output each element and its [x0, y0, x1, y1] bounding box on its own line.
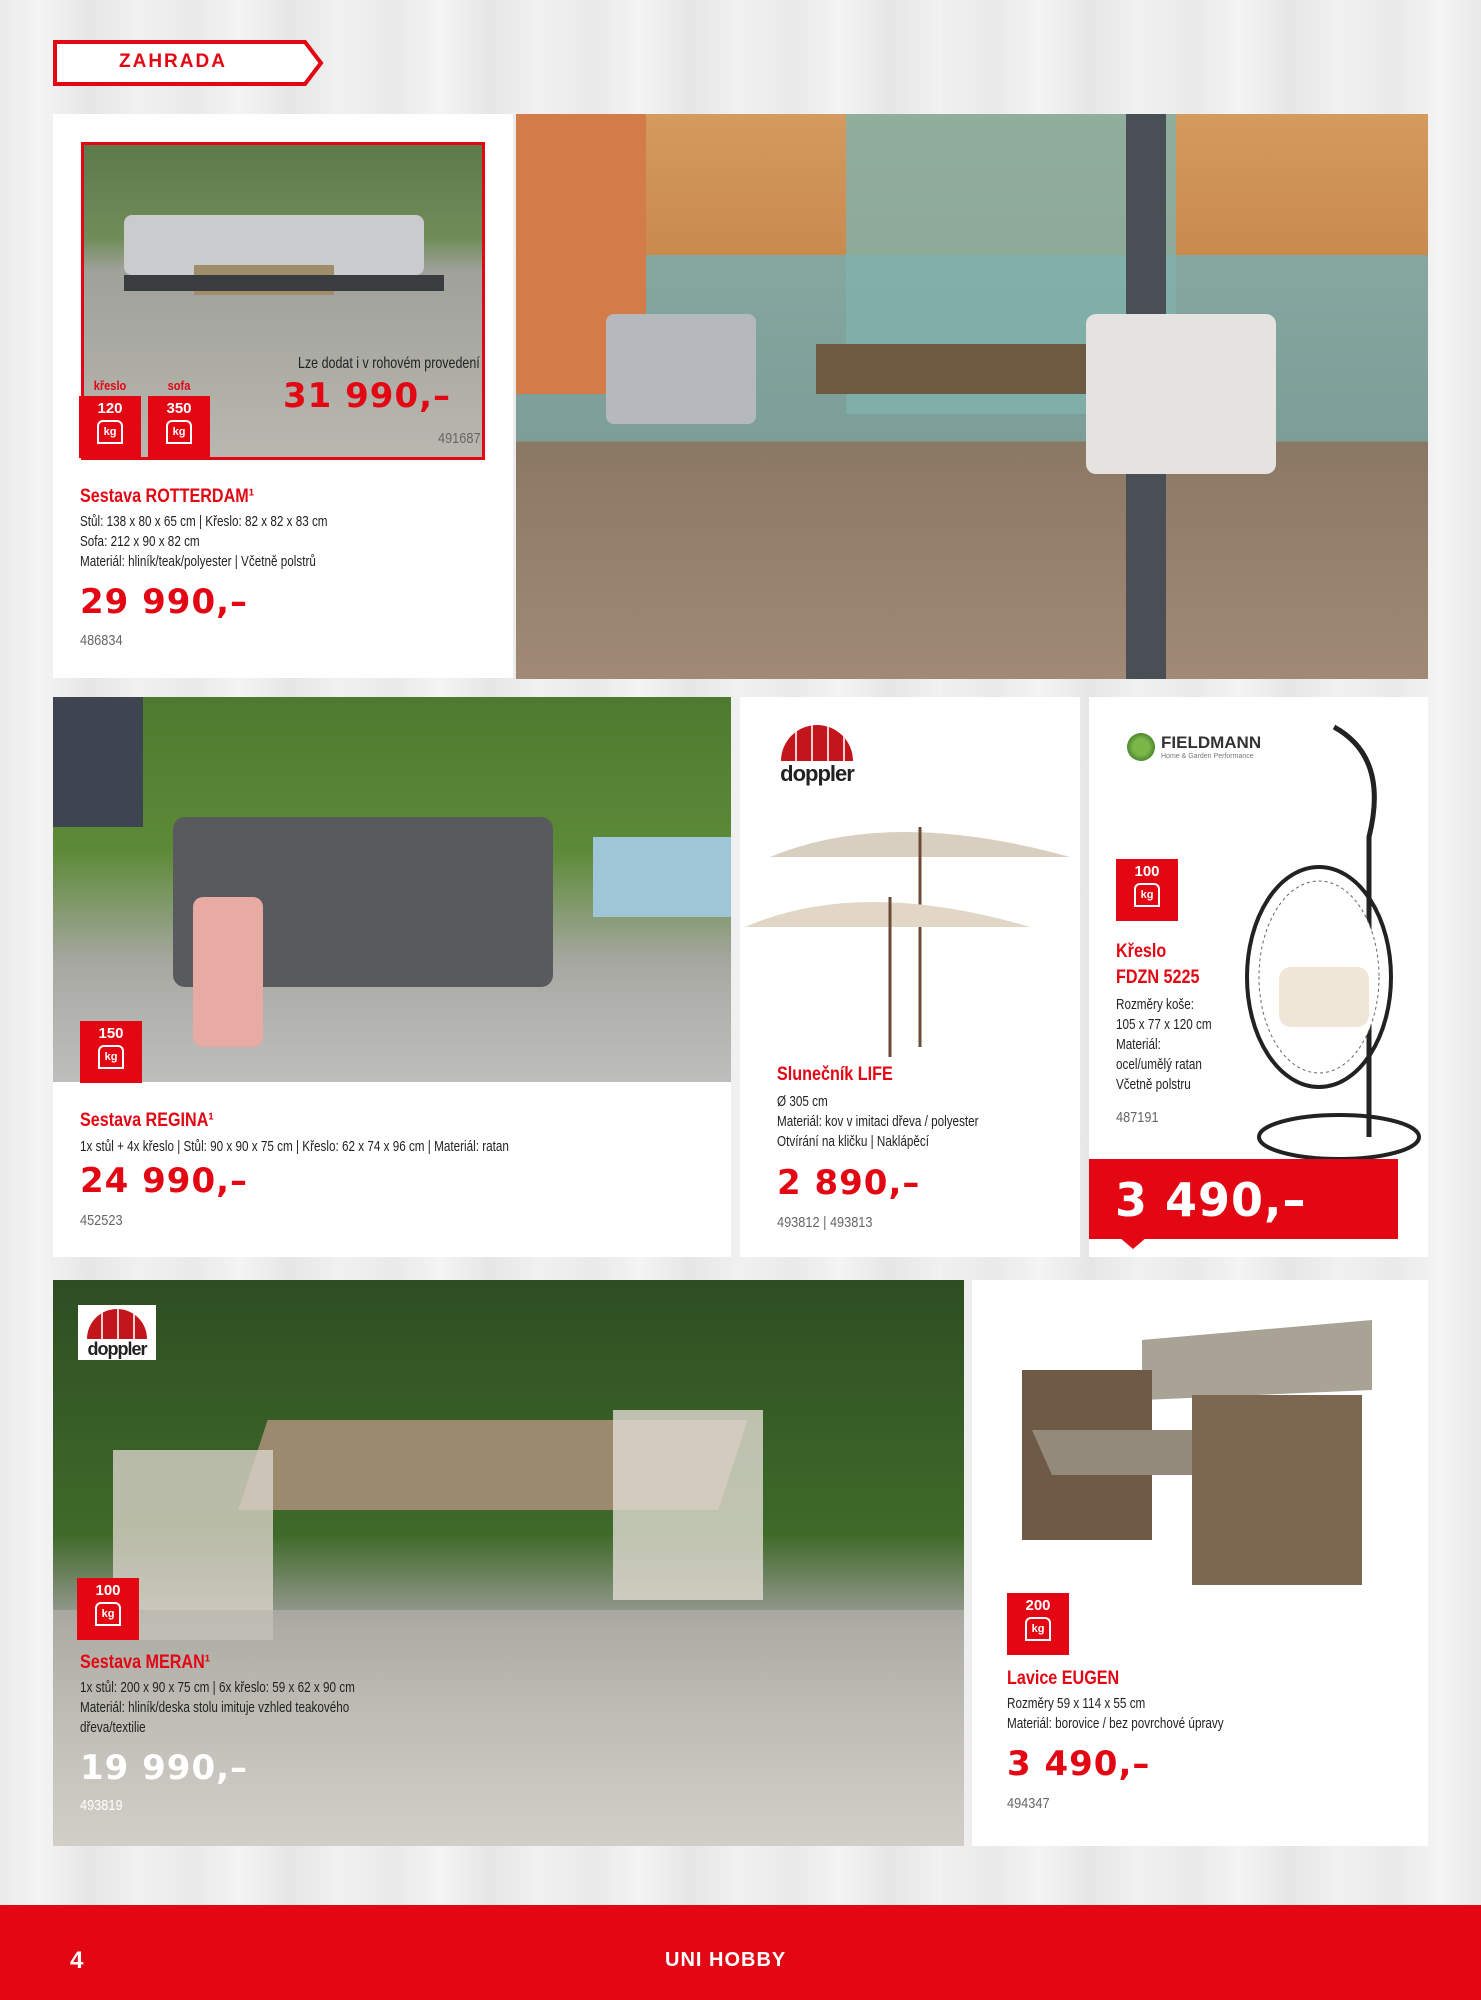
fdzn-code: 487191 [1116, 1109, 1159, 1126]
eugen-code: 494347 [1007, 1795, 1050, 1812]
spec-line: Stůl: 138 x 80 x 65 cm | Křeslo: 82 x 82 x 83 cm [80, 513, 328, 530]
weight-value: 120 [97, 400, 123, 417]
spec-line: Materiál: hliník/teak/polyester | Včetně polstrů [80, 553, 316, 570]
weight-icon: kg [97, 420, 123, 444]
fdzn-title-line: Křeslo [1116, 941, 1167, 962]
spec-line: Otvírání na kličku | Naklápěcí [777, 1133, 929, 1150]
spec-line: Materiál: borovice / bez povrchové úpravy [1007, 1715, 1224, 1732]
section-tag [53, 40, 325, 86]
weight-value: 200 [1025, 1597, 1051, 1614]
weight-icon: kg [1025, 1617, 1051, 1641]
footer-bar [0, 1905, 1481, 2000]
brand-name: doppler [87, 1339, 147, 1359]
rotterdam-specs [80, 512, 397, 572]
hanging-chair-image [1239, 717, 1429, 1167]
spec-line: Sofa: 212 x 90 x 82 cm [80, 533, 200, 550]
spec-line: Rozměry 59 x 114 x 55 cm [1007, 1695, 1146, 1712]
weight-badge [1116, 859, 1178, 921]
weight-label-sofa: sofa [167, 378, 191, 393]
umbrella-image [740, 767, 1080, 1057]
umbrella-price: 2 890,– [777, 1163, 921, 1203]
rotterdam-code: 486834 [80, 632, 123, 649]
brand-subtitle: Home & Garden Performance [1161, 753, 1254, 760]
meran-title: Sestava MERAN¹ [80, 1652, 211, 1673]
umbrella-code: 493812 | 493813 [777, 1214, 873, 1231]
spec-line: Ø 305 cm [777, 1093, 828, 1110]
fieldmann-leaf-icon [1127, 733, 1155, 761]
section-title: ZAHRADA [119, 51, 227, 72]
spec-line: Materiál: [1116, 1036, 1161, 1053]
weight-badge-chair [79, 396, 141, 458]
rotterdam-price: 29 990,– [80, 582, 249, 622]
spec-line: Materiál: hliník/deska stolu imituje vzhled teakového [80, 1699, 350, 1716]
eugen-title: Lavice EUGEN [1007, 1668, 1120, 1689]
rotterdam-corner-price: 31 990,– [283, 376, 452, 416]
rotterdam-corner-note: Lze dodat i v rohovém provedení [298, 355, 480, 372]
product-card-rotterdam [53, 114, 513, 678]
meran-code: 493819 [80, 1797, 123, 1814]
unihobby-logo: UNI HOBBY [665, 1949, 787, 1971]
regina-photo [53, 697, 731, 1082]
umbrella-title: Slunečník LIFE [777, 1064, 893, 1085]
meran-price: 19 990,– [80, 1748, 249, 1788]
product-card-umbrella [740, 697, 1080, 1257]
doppler-logo [78, 1305, 156, 1360]
weight-value: 150 [98, 1025, 124, 1042]
spec-line: 105 x 77 x 120 cm [1116, 1016, 1212, 1033]
brand-name: doppler [780, 761, 854, 786]
price-box-notch [1119, 1237, 1147, 1249]
spec-line: Materiál: kov v imitaci dřeva / polyester [777, 1113, 979, 1130]
regina-title: Sestava REGINA¹ [80, 1110, 214, 1131]
weight-label-chair: křeslo [93, 378, 127, 393]
weight-icon: kg [95, 1602, 121, 1626]
weight-badge [1007, 1593, 1069, 1655]
weight-badge [80, 1021, 142, 1083]
fdzn-price-box [1089, 1159, 1398, 1239]
eugen-price: 3 490,– [1007, 1744, 1151, 1784]
fdzn-price: 3 490,– [1115, 1173, 1307, 1227]
weight-value: 100 [95, 1582, 121, 1599]
weight-value: 100 [1134, 863, 1160, 880]
rotterdam-hero-photo [516, 114, 1428, 679]
fdzn-specs [1116, 995, 1239, 1095]
weight-badge [77, 1578, 139, 1640]
regina-code: 452523 [80, 1212, 123, 1229]
spec-line: 1x stůl + 4x křeslo | Stůl: 90 x 90 x 75 cm | Křeslo: 62 x 74 x 96 cm | Materiál: ratan [80, 1138, 509, 1155]
weight-icon: kg [166, 420, 192, 444]
umbrella-specs [777, 1092, 1035, 1152]
regina-price: 24 990,– [80, 1161, 249, 1201]
weight-icon: kg [1134, 883, 1160, 907]
brand-name: FIELDMANN [1161, 733, 1262, 752]
umbrella-logo-icon [781, 725, 853, 761]
meran-specs [80, 1678, 432, 1738]
spec-line: 1x stůl: 200 x 90 x 75 cm | 6x křeslo: 59 x 62 x 90 cm [80, 1679, 355, 1696]
rotterdam-title: Sestava ROTTERDAM¹ [80, 486, 255, 507]
page-number: 4 [70, 1947, 84, 1974]
spec-line: Rozměry koše: [1116, 996, 1195, 1013]
eugen-specs [1007, 1694, 1285, 1734]
spec-line: Včetně polstru [1116, 1076, 1191, 1093]
weight-icon: kg [98, 1045, 124, 1069]
fdzn-title-line: FDZN 5225 [1116, 967, 1200, 988]
product-card-eugen [972, 1280, 1428, 1846]
spec-line: ocel/umělý ratan [1116, 1056, 1202, 1073]
product-card-fdzn [1089, 697, 1428, 1257]
product-card-regina [53, 697, 731, 1257]
bench-image [1012, 1300, 1392, 1590]
weight-value: 350 [166, 400, 192, 417]
rotterdam-corner-code: 491687 [438, 430, 481, 447]
weight-badge-sofa [148, 396, 210, 458]
umbrella-logo-icon [87, 1309, 147, 1339]
spec-line: dřeva/textilie [80, 1719, 146, 1736]
